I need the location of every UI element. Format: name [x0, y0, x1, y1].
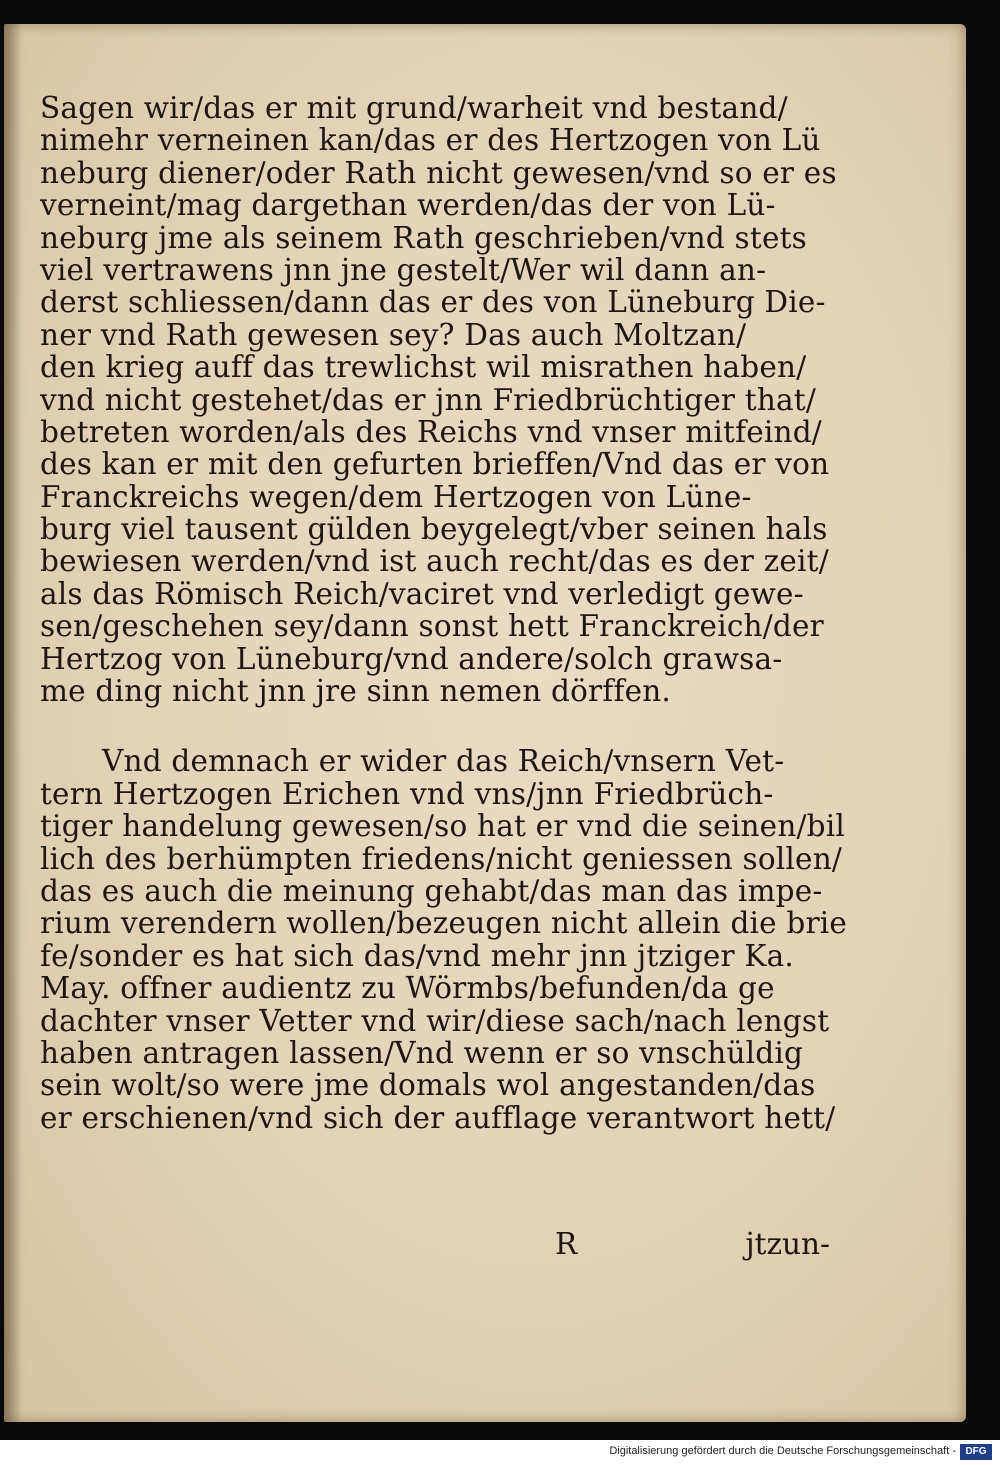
text-line: haben antragen lassen/Vnd wenn er so vnschüldig	[40, 1035, 804, 1070]
spine-shadow	[4, 24, 22, 1422]
page-footer	[40, 1227, 830, 1261]
text-line: neburg diener/oder Rath nicht gewesen/vnd so er es	[40, 155, 837, 190]
text-line: vnd nicht gestehet/das er jnn Friedbrüchtiger that/	[40, 382, 817, 417]
text-line: me ding nicht jnn jre sinn nemen dörffen.	[40, 674, 672, 709]
catchword: jtzun-	[745, 1227, 830, 1261]
text-line: burg viel tausent gülden beygelegt/vber seinen hals	[40, 512, 828, 547]
text-line: May. offner audientz zu Wörmbs/befunden/da ge	[40, 971, 775, 1006]
text-line: fe/sonder es hat sich das/vnd mehr jnn jtziger Ka.	[40, 938, 795, 973]
text-line: sein wolt/so were jme domals wol angestanden/das	[40, 1068, 816, 1103]
text-line: dachter vnser Vetter vnd wir/diese sach/nach lengst	[40, 1003, 830, 1038]
paragraph-gap	[40, 707, 830, 745]
text-line: derst schliessen/dann das er des von Lüneburg Die-	[40, 285, 826, 320]
text-line: sen/geschehen sey/dann sonst hett Franckreich/der	[40, 609, 824, 644]
text-line: tern Hertzogen Erichen vnd vns/jnn Friedbrüch-	[40, 776, 774, 811]
text-line: verneint/mag dargethan werden/das der von Lü-	[40, 188, 776, 223]
text-line: das es auch die meinung gehabt/das man das impe-	[40, 873, 823, 908]
text-line: nimehr verneinen kan/das er des Hertzogen von Lü	[40, 123, 821, 158]
text-line: ner vnd Rath gewesen sey? Das auch Moltzan/	[40, 317, 747, 352]
text-line: Vnd demnach er wider das Reich/vnsern Vet-	[102, 744, 785, 779]
book-page	[4, 24, 966, 1422]
text-line: betreten worden/als des Reichs vnd vnser mitfeind/	[40, 414, 822, 449]
text-line: tiger handelung gewesen/so hat er vnd die seinen/bil	[40, 809, 846, 844]
text-line: er erschienen/vnd sich der aufflage verantwort hett/	[40, 1100, 836, 1135]
text-line: des kan er mit den gefurten brieffen/Vnd das er von	[40, 447, 830, 482]
text-line: neburg jme als seinem Rath geschrieben/vnd stets	[40, 220, 807, 255]
text-line: als das Römisch Reich/vaciret vnd verledigt gewe-	[40, 576, 804, 611]
text-line: viel vertrawens jnn jne gestelt/Wer wil dann an-	[40, 252, 767, 287]
credit-bar	[0, 1440, 1000, 1465]
text-line: Hertzog von Lüneburg/vnd andere/solch grawsa-	[40, 641, 783, 676]
signature-mark: R	[555, 1227, 578, 1261]
text-line: Franckreichs wegen/dem Hertzogen von Lüne-	[40, 479, 752, 514]
text-line: Sagen wir/das er mit grund/warheit vnd bestand/	[40, 91, 788, 125]
main-text	[40, 91, 848, 1135]
text-line: rium verendern wollen/bezeugen nicht allein die brie	[40, 906, 848, 941]
text-line: bewiesen werden/vnd ist auch recht/das es der zeit/	[40, 544, 829, 579]
dfg-logo-icon: DFG	[960, 1444, 992, 1460]
text-line: den krieg auff das trewlichst wil misrathen haben/	[40, 350, 807, 385]
funding-credit: Digitalisierung gefördert durch die Deutsche Forschungsgemeinschaft -	[609, 1445, 956, 1457]
text-line: lich des berhümpten friedens/nicht geniessen sollen/	[40, 841, 843, 876]
